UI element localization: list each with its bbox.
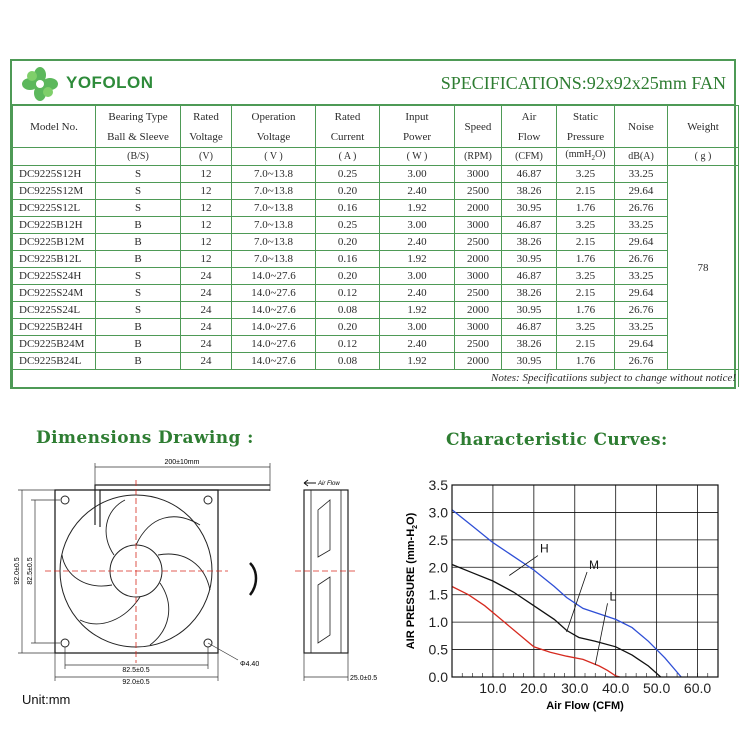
table-cell: 46.87	[502, 319, 557, 336]
table-cell: 14.0~27.6	[232, 285, 316, 302]
table-cell: 3.25	[557, 319, 615, 336]
unit-label: Unit:mm	[22, 692, 71, 707]
spec-header	[12, 61, 734, 105]
x-tick-label: 60.0	[683, 680, 712, 696]
model-cell: DC9225S12M	[13, 183, 96, 200]
table-cell: 0.20	[316, 268, 380, 285]
table-cell: B	[96, 319, 181, 336]
table-cell: 7.0~13.8	[232, 251, 316, 268]
unit-noise: dB(A)	[615, 148, 668, 166]
brand-name: YOFOLON	[66, 73, 154, 92]
air-flow-label: Air Flow	[318, 481, 340, 487]
table-cell: 0.20	[316, 183, 380, 200]
table-row	[13, 200, 739, 217]
table-cell: 1.76	[557, 200, 615, 217]
y-tick-label: 2.5	[428, 531, 448, 548]
table-cell: 0.25	[316, 217, 380, 234]
table-cell: 2000	[455, 251, 502, 268]
width-outer-label: 92.0±0.5	[122, 679, 150, 686]
table-cell: S	[96, 285, 181, 302]
y-tick-label: 0.5	[428, 641, 448, 658]
table-cell: 3.25	[557, 268, 615, 285]
series-pointer-m	[567, 572, 587, 632]
table-cell: 24	[181, 319, 232, 336]
table-cell: 2.15	[557, 285, 615, 302]
table-cell: 0.12	[316, 336, 380, 353]
rotation-arrow-icon	[250, 563, 256, 595]
unit-bearing: (B/S)	[96, 148, 181, 166]
table-cell: 2.40	[380, 285, 455, 302]
model-cell: DC9225S12H	[13, 166, 96, 183]
table-cell: 33.25	[615, 268, 668, 285]
table-row	[13, 302, 739, 319]
air-flow-arrow-icon	[304, 480, 316, 486]
x-tick-label: 10.0	[479, 680, 507, 696]
table-cell: 7.0~13.8	[232, 200, 316, 217]
table-cell: 26.76	[615, 251, 668, 268]
unit-rated-voltage: (V)	[181, 148, 232, 166]
cable-length-label: 200±10mm	[164, 459, 200, 466]
y-axis-label: AIR PRESSURE $(mm-H_2O)$	[405, 512, 419, 650]
table-cell: 2000	[455, 200, 502, 217]
table-cell: 29.64	[615, 234, 668, 251]
table-cell: S	[96, 302, 181, 319]
table-cell: 3000	[455, 319, 502, 336]
col-weight: Weight	[668, 106, 739, 148]
table-cell: 1.76	[557, 302, 615, 319]
weight-cell: 78	[668, 166, 739, 370]
table-cell: 2500	[455, 234, 502, 251]
y-tick-label: 0.0	[428, 669, 448, 685]
table-cell: 24	[181, 336, 232, 353]
series-label-h: H	[539, 541, 549, 556]
cable-wire	[95, 485, 270, 527]
table-cell: 14.0~27.6	[232, 268, 316, 285]
table-cell: B	[96, 353, 181, 370]
table-cell: 0.16	[316, 251, 380, 268]
table-cell: 2000	[455, 302, 502, 319]
table-cell: B	[96, 234, 181, 251]
table-cell: S	[96, 166, 181, 183]
table-cell: 30.95	[502, 302, 557, 319]
table-cell: 38.26	[502, 183, 557, 200]
table-cell: 2.15	[557, 234, 615, 251]
table-cell: 1.92	[380, 251, 455, 268]
table-cell: 2.15	[557, 183, 615, 200]
table-cell: 2500	[455, 285, 502, 302]
table-cell: 3.25	[557, 166, 615, 183]
table-cell: 12	[181, 251, 232, 268]
table-cell: 1.92	[380, 302, 455, 319]
table-cell: 3.00	[380, 319, 455, 336]
col-bearing: Bearing Type Ball & Sleeve	[96, 106, 181, 148]
table-row	[13, 251, 739, 268]
table-cell: S	[96, 183, 181, 200]
height-inner-label: 82.5±0.5	[27, 557, 34, 585]
table-cell: 2500	[455, 183, 502, 200]
series-label-m: M	[589, 558, 600, 573]
table-cell: 2.40	[380, 336, 455, 353]
table-cell: 0.16	[316, 200, 380, 217]
mounting-holes	[61, 496, 212, 647]
table-cell: 3.25	[557, 217, 615, 234]
table-cell: 14.0~27.6	[232, 319, 316, 336]
table-cell: 24	[181, 353, 232, 370]
y-tick-label: 3.0	[428, 504, 448, 521]
table-cell: 7.0~13.8	[232, 183, 316, 200]
x-axis-label: Air Flow (CFM)	[546, 700, 624, 712]
model-cell: DC9225S24H	[13, 268, 96, 285]
table-cell: 24	[181, 268, 232, 285]
table-cell: 7.0~13.8	[232, 166, 316, 183]
characteristic-chart	[400, 470, 745, 715]
table-cell: 0.20	[316, 319, 380, 336]
table-cell: 2500	[455, 336, 502, 353]
table-cell: 30.95	[502, 353, 557, 370]
depth-label: 25.0±0.5	[350, 675, 378, 682]
table-cell: 26.76	[615, 200, 668, 217]
x-tick-label: 40.0	[602, 680, 630, 696]
table-cell: 7.0~13.8	[232, 217, 316, 234]
unit-input-power: ( W )	[380, 148, 455, 166]
table-cell: 26.76	[615, 302, 668, 319]
table-cell: 46.87	[502, 217, 557, 234]
table-cell: 38.26	[502, 234, 557, 251]
col-static-pressure: Static Pressure	[557, 106, 615, 148]
model-cell: DC9225S24L	[13, 302, 96, 319]
table-cell: 12	[181, 200, 232, 217]
x-tick-label: 30.0	[561, 680, 589, 696]
table-cell: 46.87	[502, 268, 557, 285]
table-cell: 33.25	[615, 319, 668, 336]
notes-text: Notes: Specificatiions subject to change without notice!	[13, 370, 739, 387]
y-tick-label: 1.0	[428, 614, 448, 631]
table-cell: 3000	[455, 268, 502, 285]
table-cell: 2.15	[557, 336, 615, 353]
dimensions-drawing	[0, 455, 400, 700]
table-cell: 0.25	[316, 166, 380, 183]
col-model: Model No.	[13, 106, 96, 148]
model-cell: DC9225B12H	[13, 217, 96, 234]
table-cell: 33.25	[615, 217, 668, 234]
table-row	[13, 319, 739, 336]
table-cell: 3000	[455, 166, 502, 183]
model-cell: DC9225B12M	[13, 234, 96, 251]
table-cell: 30.95	[502, 251, 557, 268]
table-cell: B	[96, 336, 181, 353]
model-cell: DC9225B24L	[13, 353, 96, 370]
table-cell: 2000	[455, 353, 502, 370]
table-cell: 1.92	[380, 353, 455, 370]
col-operation-voltage: Operation Voltage	[232, 106, 316, 148]
flower-logo-icon	[20, 66, 60, 102]
table-row	[13, 268, 739, 285]
table-cell: 1.76	[557, 251, 615, 268]
table-cell: 3.00	[380, 268, 455, 285]
table-cell: 0.08	[316, 353, 380, 370]
table-cell: 12	[181, 183, 232, 200]
table-cell: 12	[181, 234, 232, 251]
unit-static-pressure: (mmH$_2$O)	[557, 148, 615, 166]
table-cell: 12	[181, 217, 232, 234]
table-cell: S	[96, 268, 181, 285]
table-cell: 30.95	[502, 200, 557, 217]
unit-rated-current: ( A )	[316, 148, 380, 166]
center-lines	[45, 480, 228, 663]
unit-speed: (RPM)	[455, 148, 502, 166]
table-cell: 0.20	[316, 234, 380, 251]
table-cell: 29.64	[615, 183, 668, 200]
table-cell: 46.87	[502, 166, 557, 183]
table-row	[13, 353, 739, 370]
table-cell: 7.0~13.8	[232, 234, 316, 251]
table-cell: 2.40	[380, 234, 455, 251]
table-row	[13, 217, 739, 234]
table-cell: 0.12	[316, 285, 380, 302]
table-cell: 14.0~27.6	[232, 336, 316, 353]
dimensions-title: Dimensions Drawing :	[36, 428, 254, 448]
table-cell: 26.76	[615, 353, 668, 370]
y-tick-label: 3.5	[428, 477, 448, 493]
col-rated-voltage: Rated Voltage	[181, 106, 232, 148]
spec-table	[10, 59, 736, 389]
unit-air-flow: (CFM)	[502, 148, 557, 166]
chart-series	[452, 510, 681, 677]
table-row	[13, 183, 739, 200]
table-cell: 24	[181, 302, 232, 319]
table-cell: 33.25	[615, 166, 668, 183]
unit-model	[13, 148, 96, 166]
table-row	[13, 166, 739, 183]
spec-title: SPECIFICATIONS:92x92x25mm FAN	[440, 73, 726, 93]
y-tick-label: 2.0	[428, 559, 448, 576]
table-row	[13, 234, 739, 251]
model-cell: DC9225S12L	[13, 200, 96, 217]
col-input-power: Input Power	[380, 106, 455, 148]
table-cell: 24	[181, 285, 232, 302]
table-cell: 1.76	[557, 353, 615, 370]
table-cell: B	[96, 217, 181, 234]
series-label-l: L	[609, 589, 617, 604]
table-cell: 29.64	[615, 336, 668, 353]
table-cell: B	[96, 251, 181, 268]
table-cell: 29.64	[615, 285, 668, 302]
table-cell: 0.08	[316, 302, 380, 319]
table-cell: 1.92	[380, 200, 455, 217]
x-tick-labels	[479, 680, 711, 696]
table-cell: 3.00	[380, 217, 455, 234]
model-cell: DC9225B24H	[13, 319, 96, 336]
x-tick-label: 50.0	[642, 680, 671, 696]
table-row	[13, 285, 739, 302]
height-outer-label: 92.0±0.5	[14, 557, 21, 585]
x-tick-label: 20.0	[520, 680, 548, 696]
table-cell: 14.0~27.6	[232, 302, 316, 319]
series-line-m	[452, 565, 661, 678]
spec-body	[13, 166, 739, 387]
table-cell: 3.00	[380, 166, 455, 183]
series-line-h	[452, 510, 681, 677]
series-line-l	[452, 587, 620, 678]
table-cell: 12	[181, 166, 232, 183]
unit-operation-voltage: ( V )	[232, 148, 316, 166]
y-tick-labels	[429, 477, 449, 685]
chart-title: Characteristic Curves:	[446, 430, 668, 450]
col-speed: Speed	[455, 106, 502, 148]
width-inner-label: 82.5±0.5	[122, 667, 150, 674]
table-cell: S	[96, 200, 181, 217]
col-noise: Noise	[615, 106, 668, 148]
col-rated-current: Rated Current	[316, 106, 380, 148]
hole-label: Φ4.40	[240, 661, 260, 668]
table-cell: 3000	[455, 217, 502, 234]
model-cell: DC9225B12L	[13, 251, 96, 268]
model-cell: DC9225S24M	[13, 285, 96, 302]
fan-frame	[55, 490, 218, 653]
table-cell: 38.26	[502, 336, 557, 353]
table-cell: 14.0~27.6	[232, 353, 316, 370]
col-air-flow: Air Flow	[502, 106, 557, 148]
y-tick-label: 1.5	[428, 586, 448, 603]
table-row	[13, 336, 739, 353]
table-cell: 2.40	[380, 183, 455, 200]
table-cell: 38.26	[502, 285, 557, 302]
unit-weight: ( g )	[668, 148, 739, 166]
model-cell: DC9225B24M	[13, 336, 96, 353]
spec-grid	[12, 105, 739, 387]
